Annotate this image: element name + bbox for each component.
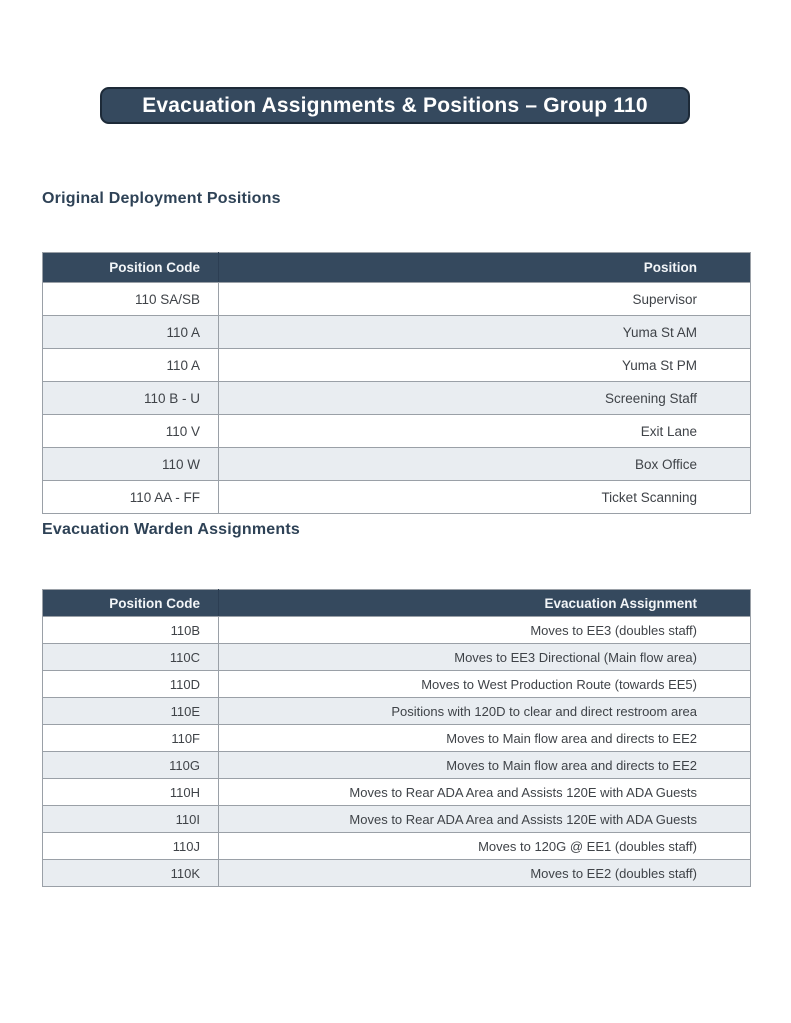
table-row — [43, 415, 751, 448]
position-code-cell: 110G — [43, 752, 219, 779]
position-code-cell: 110 B - U — [43, 382, 219, 415]
position-code-cell: 110 SA/SB — [43, 283, 219, 316]
table-header-row — [43, 590, 751, 617]
position-cell: Supervisor — [219, 283, 751, 316]
table-row — [43, 382, 751, 415]
position-code-cell: 110 A — [43, 349, 219, 382]
page-title: Evacuation Assignments & Positions – Group 110 — [142, 93, 648, 117]
position-cell: Yuma St AM — [219, 316, 751, 349]
position-code-cell: 110 AA - FF — [43, 481, 219, 514]
assignment-cell: Moves to 120G @ EE1 (doubles staff) — [219, 833, 751, 860]
column-header-evacuation-assignment: Evacuation Assignment — [219, 590, 751, 617]
position-code-cell: 110 A — [43, 316, 219, 349]
position-code-cell: 110B — [43, 617, 219, 644]
table-row — [43, 644, 751, 671]
table-row — [43, 316, 751, 349]
position-cell: Screening Staff — [219, 382, 751, 415]
position-code-cell: 110I — [43, 806, 219, 833]
column-header-position: Position — [219, 253, 751, 283]
table-row — [43, 448, 751, 481]
position-code-cell: 110J — [43, 833, 219, 860]
evacuation-warden-assignments-table — [42, 589, 751, 887]
assignment-cell: Moves to Rear ADA Area and Assists 120E with ADA Guests — [219, 779, 751, 806]
position-cell: Ticket Scanning — [219, 481, 751, 514]
position-code-cell: 110H — [43, 779, 219, 806]
assignment-cell: Positions with 120D to clear and direct restroom area — [219, 698, 751, 725]
table-row — [43, 779, 751, 806]
table-row — [43, 617, 751, 644]
position-code-cell: 110 V — [43, 415, 219, 448]
table-row — [43, 752, 751, 779]
table-row — [43, 833, 751, 860]
position-cell: Yuma St PM — [219, 349, 751, 382]
assignment-cell: Moves to EE3 Directional (Main flow area) — [219, 644, 751, 671]
column-header-position-code: Position Code — [43, 253, 219, 283]
assignment-cell: Moves to West Production Route (towards EE5) — [219, 671, 751, 698]
column-header-position-code: Position Code — [43, 590, 219, 617]
table-row — [43, 725, 751, 752]
assignment-cell: Moves to Main flow area and directs to EE2 — [219, 752, 751, 779]
position-code-cell: 110C — [43, 644, 219, 671]
table-row — [43, 860, 751, 887]
assignment-cell: Moves to EE3 (doubles staff) — [219, 617, 751, 644]
table-row — [43, 349, 751, 382]
position-cell: Box Office — [219, 448, 751, 481]
position-code-cell: 110 W — [43, 448, 219, 481]
position-code-cell: 110F — [43, 725, 219, 752]
position-code-cell: 110E — [43, 698, 219, 725]
table-row — [43, 283, 751, 316]
table-row — [43, 806, 751, 833]
position-cell: Exit Lane — [219, 415, 751, 448]
section-heading-evacuation-warden-assignments: Evacuation Warden Assignments — [42, 521, 301, 538]
original-deployment-positions-table — [42, 252, 751, 514]
table-row — [43, 698, 751, 725]
section-heading-original-deployment-positions: Original Deployment Positions — [42, 190, 281, 207]
assignment-cell: Moves to Rear ADA Area and Assists 120E with ADA Guests — [219, 806, 751, 833]
position-code-cell: 110D — [43, 671, 219, 698]
assignment-cell: Moves to Main flow area and directs to EE2 — [219, 725, 751, 752]
table-header-row — [43, 253, 751, 283]
assignment-cell: Moves to EE2 (doubles staff) — [219, 860, 751, 887]
table-row — [43, 481, 751, 514]
title-banner — [100, 87, 690, 124]
table-row — [43, 671, 751, 698]
position-code-cell: 110K — [43, 860, 219, 887]
